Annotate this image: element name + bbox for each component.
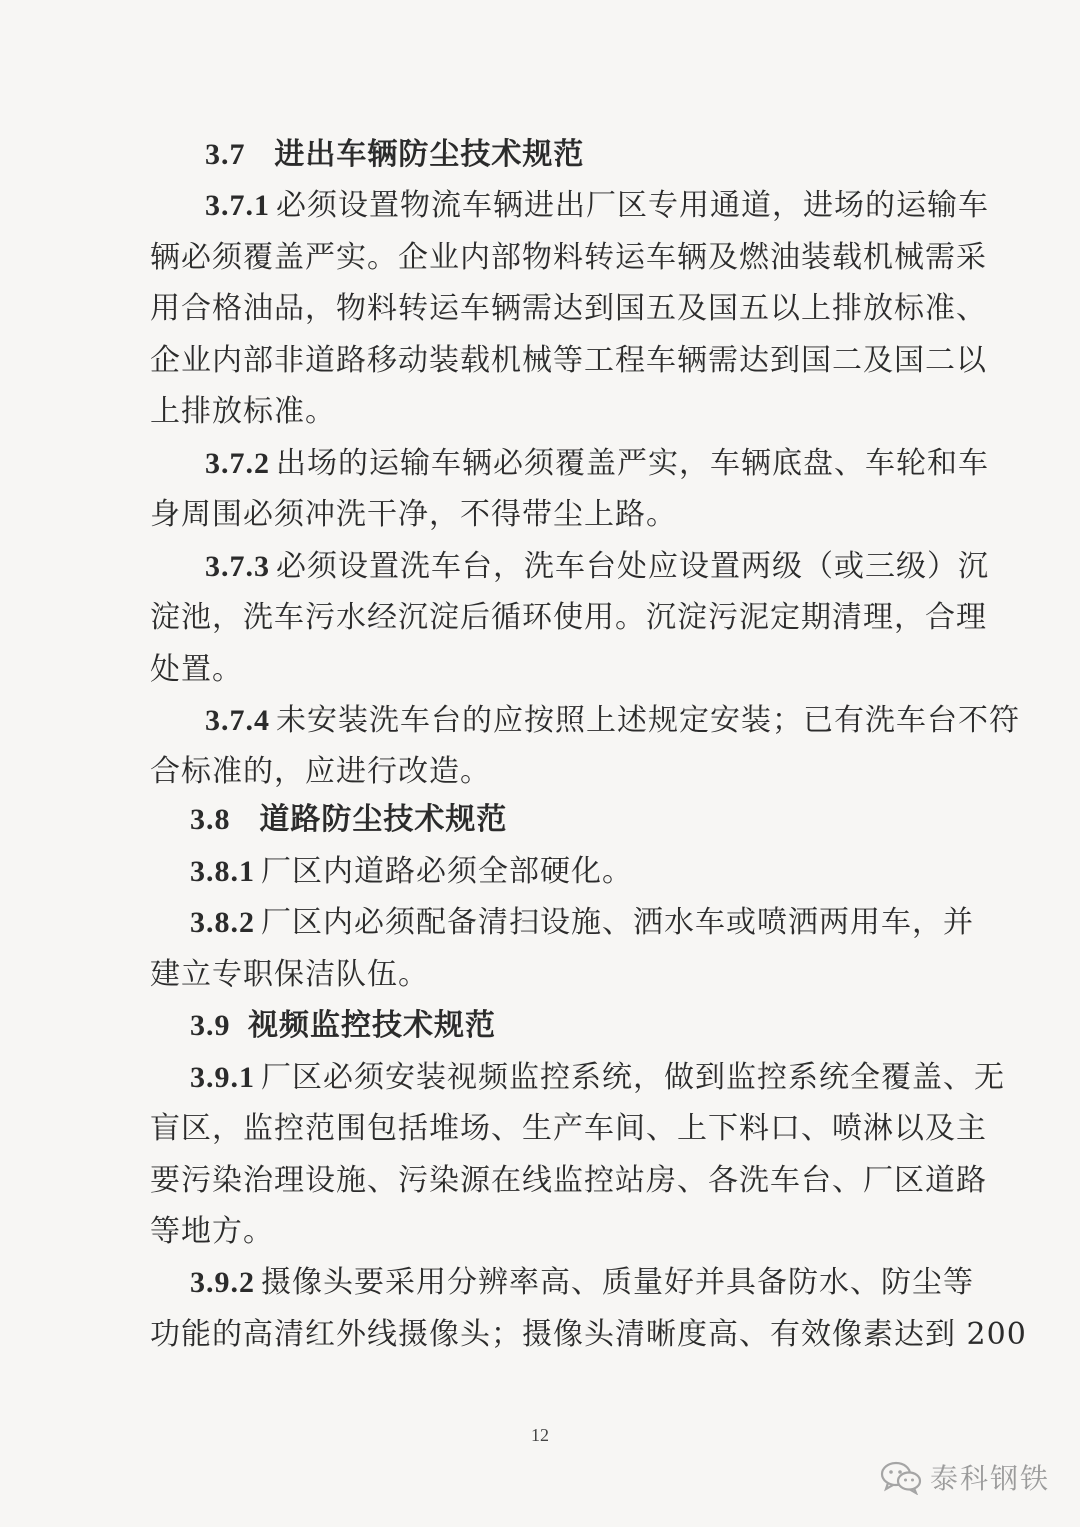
paragraph-line: 企业内部非道路移动装载机械等工程车辆需达到国二及国二以 <box>150 343 987 378</box>
paragraph-3-7-1: 3.7.1 必须设置物流车辆进出厂区专用通道，进场的运输车 <box>205 188 989 223</box>
paragraph-line: 建立专职保洁队伍。 <box>150 957 429 992</box>
section-title: 视频监控技术规范 <box>247 1008 496 1043</box>
paragraph-line: 盲区，监控范围包括堆场、生产车间、上下料口、喷淋以及主 <box>150 1111 987 1146</box>
paragraph-3-9-1: 3.9.1 厂区必须安装视频监控系统，做到监控系统全覆盖、无 <box>190 1060 1005 1095</box>
paragraph-3-7-4: 3.7.4 未安装洗车台的应按照上述规定安装；已有洗车台不符 <box>205 703 1020 738</box>
paragraph-3-7-3: 3.7.3 必须设置洗车台，洗车台处应设置两级（或三级）沉 <box>205 549 989 584</box>
section-heading-3-8: 3.8 道路防尘技术规范 <box>190 802 508 837</box>
page-number: 12 <box>531 1425 549 1445</box>
paragraph-line: 淀池，洗车污水经沉淀后循环使用。沉淀污泥定期清理，合理 <box>150 600 987 635</box>
paragraph-line: 合标准的，应进行改造。 <box>150 754 491 789</box>
paragraph-line: 用合格油品，物料转运车辆需达到国五及国五以上排放标准、 <box>150 291 987 326</box>
watermark <box>880 1455 1050 1499</box>
paragraph-line: 等地方。 <box>150 1214 274 1249</box>
paragraph-line: 功能的高清红外线摄像头；摄像头清晰度高、有效像素达到 200 <box>150 1317 1027 1352</box>
paragraph-line: 上排放标准。 <box>150 394 336 429</box>
section-title: 进出车辆防尘技术规范 <box>274 137 585 172</box>
paragraph-3-8-2: 3.8.2 厂区内必须配备清扫设施、洒水车或喷洒两用车，并 <box>190 905 974 940</box>
section-heading-3-9: 3.9 视频监控技术规范 <box>190 1008 496 1043</box>
paragraph-line: 处置。 <box>150 652 243 687</box>
paragraph-3-9-2: 3.9.2 摄像头要采用分辨率高、质量好并具备防水、防尘等 <box>190 1265 974 1300</box>
paragraph-line: 身周围必须冲洗干净，不得带尘上路。 <box>150 497 677 532</box>
paragraph-line: 辆必须覆盖严实。企业内部物料转运车辆及燃油装载机械需采 <box>150 240 987 275</box>
watermark-text: 泰科钢铁 <box>930 1462 1051 1495</box>
section-title: 道路防尘技术规范 <box>259 802 508 837</box>
section-heading-3-7: 3.7 进出车辆防尘技术规范 <box>205 137 585 172</box>
paragraph-3-7-2: 3.7.2 出场的运输车辆必须覆盖严实，车辆底盘、车轮和车 <box>205 446 989 481</box>
paragraph-line: 要污染治理设施、污染源在线监控站房、各洗车台、厂区道路 <box>150 1163 987 1198</box>
paragraph-3-8-1: 3.8.1 厂区内道路必须全部硬化。 <box>190 854 633 889</box>
wechat-icon <box>880 1459 922 1495</box>
